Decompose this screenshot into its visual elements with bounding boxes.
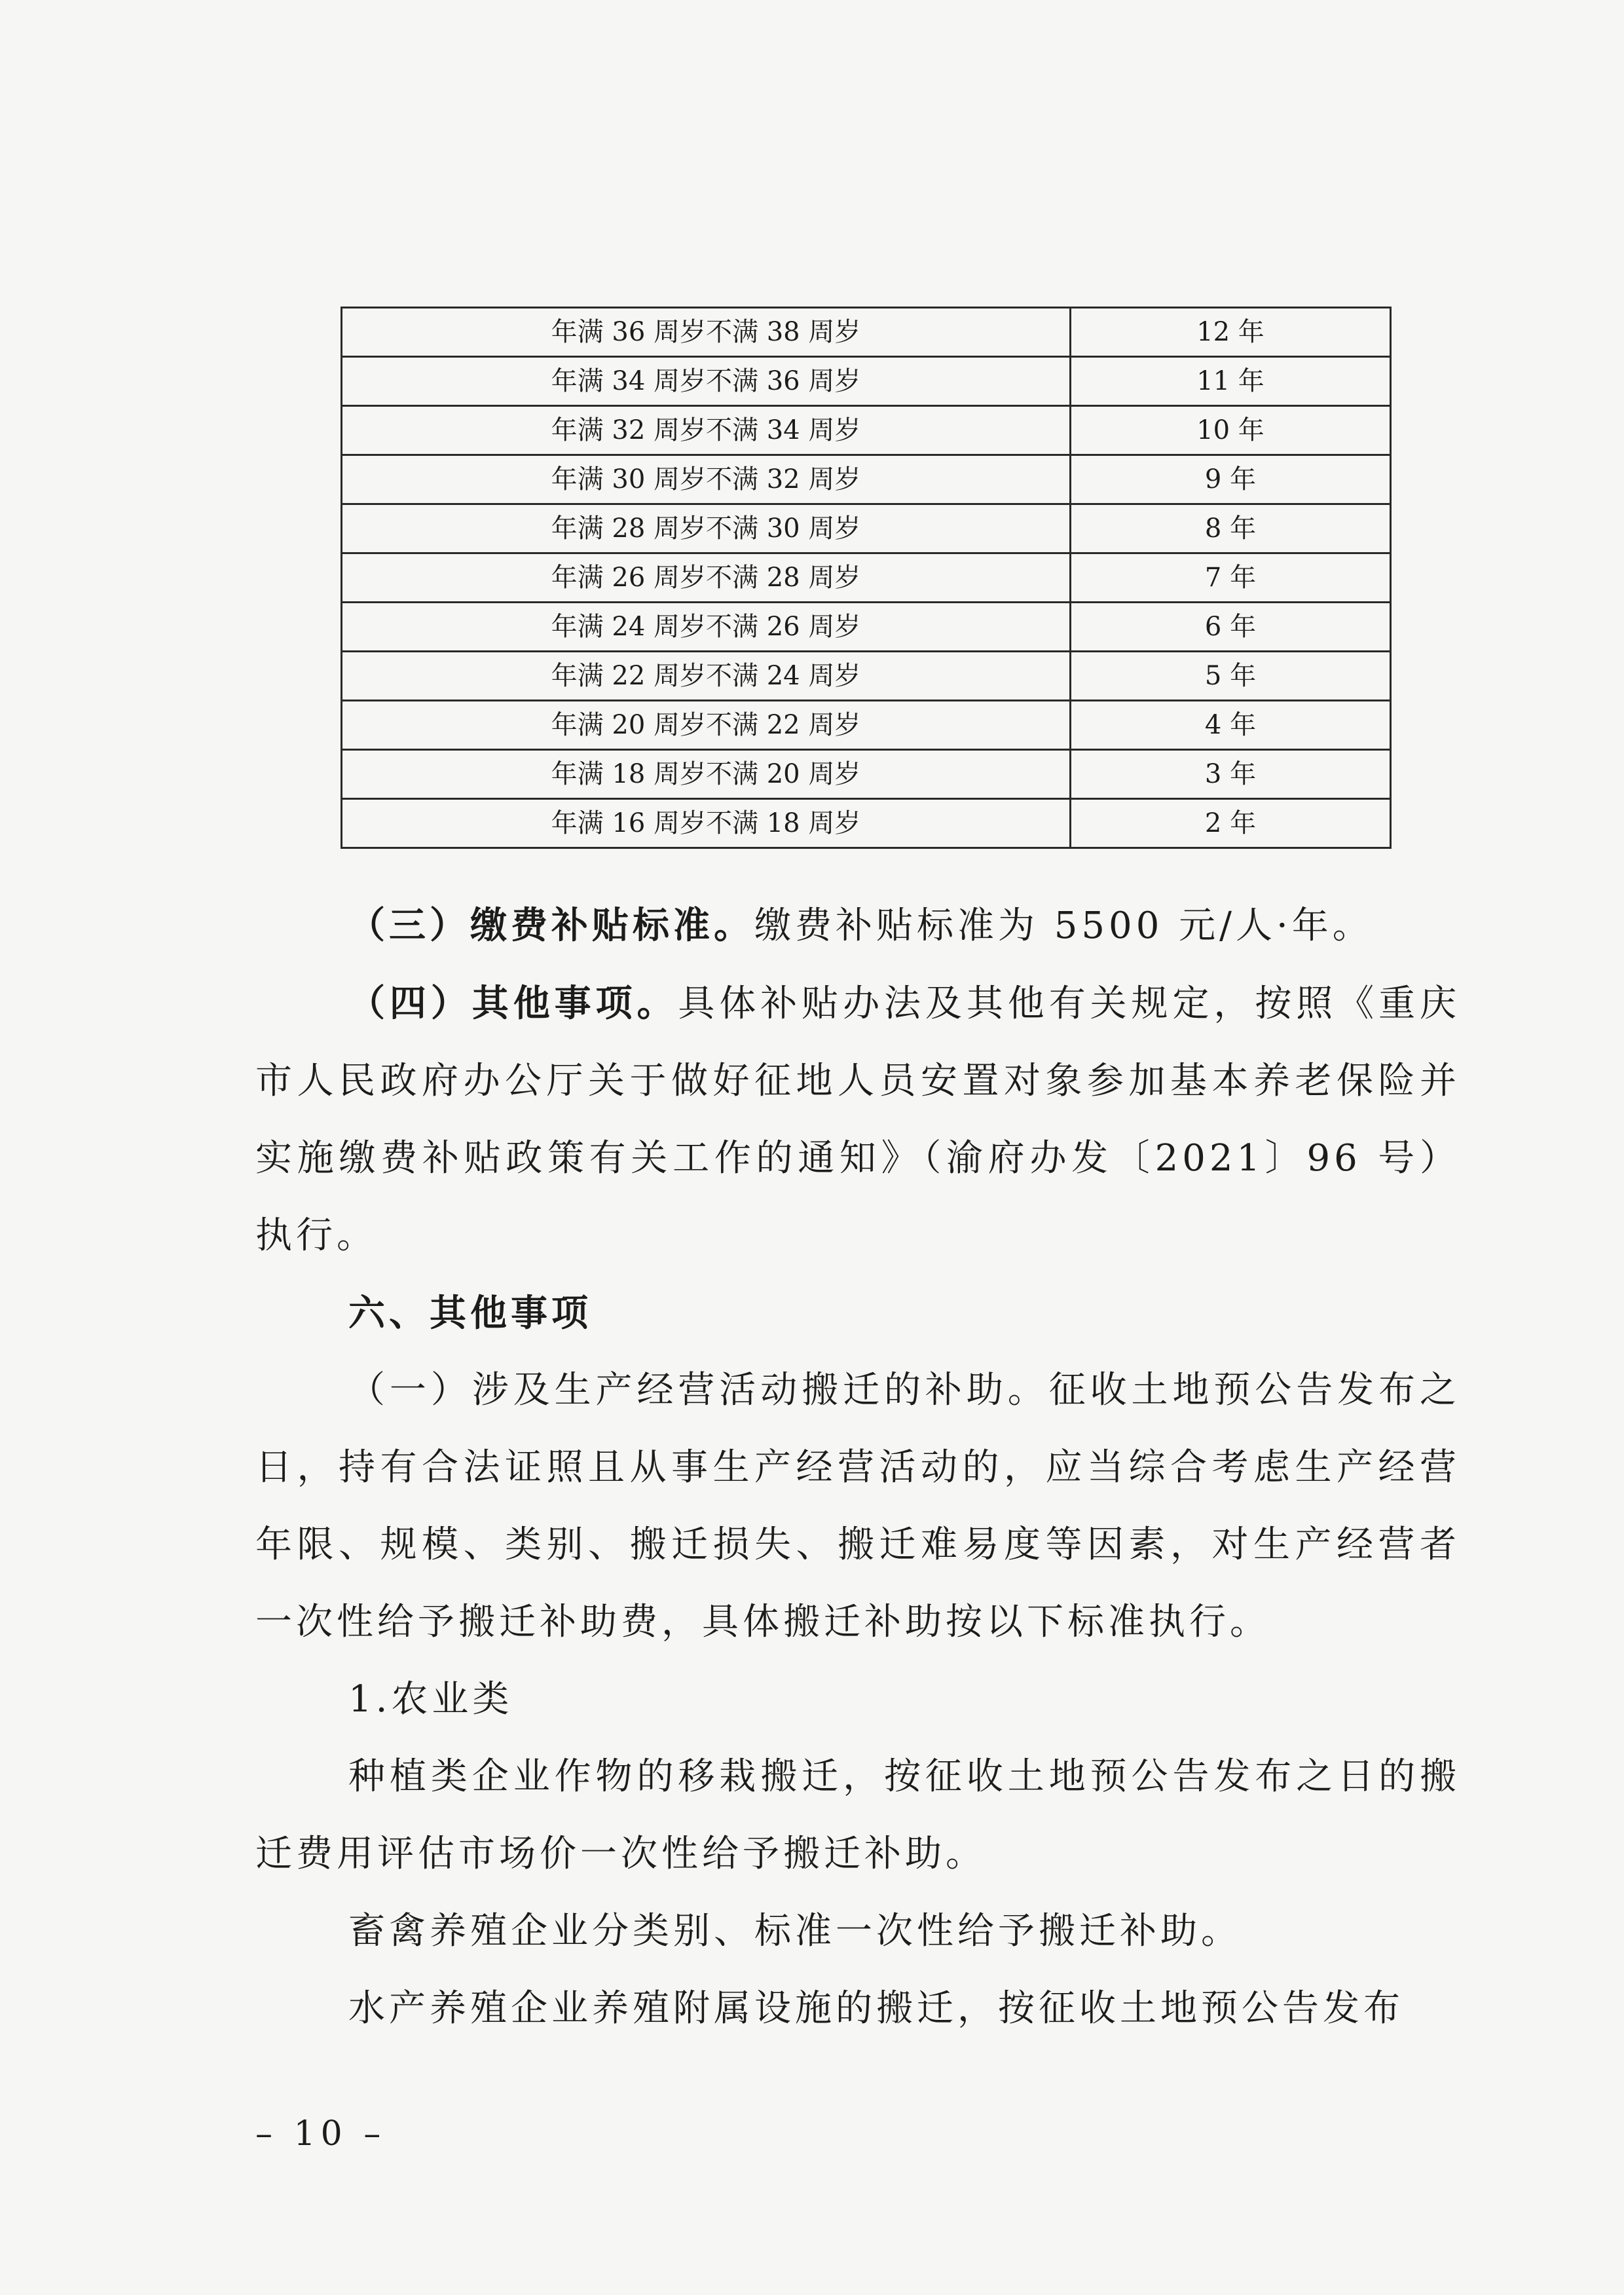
age-years-table-body — [342, 308, 1391, 848]
paragraph-livestock: 畜禽养殖企业分类别、标准一次性给予搬迁补助。 — [348, 1910, 1242, 1952]
table-row — [342, 750, 1391, 799]
age-range-cell: 年满 34 周岁不满 36 周岁 — [342, 357, 1071, 406]
paragraph-subsidy-standard — [255, 887, 1460, 965]
age-range-cell: 年满 24 周岁不满 26 周岁 — [342, 603, 1071, 652]
age-range-cell: 年满 36 周岁不满 38 周岁 — [342, 308, 1071, 357]
age-range-cell: 年满 30 周岁不满 32 周岁 — [342, 455, 1071, 504]
table-row — [342, 652, 1391, 701]
years-cell: 4 年 — [1071, 701, 1391, 750]
paragraph-relocation-subsidy: （一）涉及生产经营活动搬迁的补助。征收土地预公告发布之日，持有合法证照且从事生产经营活动的，应当综合考虑生产经营年限、规模、类别、搬迁损失、搬迁难易度等因素，对生产经营者一次性给予搬迁补助费，具体搬迁补助按以下标准执行。 — [255, 1369, 1460, 1643]
age-range-cell: 年满 28 周岁不满 30 周岁 — [342, 504, 1071, 553]
years-cell: 3 年 — [1071, 750, 1391, 799]
years-cell: 5 年 — [1071, 652, 1391, 701]
age-range-cell: 年满 32 周岁不满 34 周岁 — [342, 406, 1071, 455]
table-row — [342, 406, 1391, 455]
paragraph-subsidy-text: 缴费补贴标准为 5500 元/人·年。 — [754, 905, 1373, 947]
table-row — [342, 799, 1391, 848]
table-row — [342, 504, 1391, 553]
paragraph-aquaculture: 水产养殖企业养殖附属设施的搬迁，按征收土地预公告发布 — [348, 1987, 1404, 2030]
table-row — [342, 553, 1391, 603]
paragraph-planting: 种植类企业作物的移栽搬迁，按征收土地预公告发布之日的搬迁费用评估市场价一次性给予搬迁补助。 — [255, 1755, 1460, 1875]
age-range-cell: 年满 20 周岁不满 22 周岁 — [342, 701, 1071, 750]
subheading-agriculture: 1.农业类 — [348, 1678, 513, 1721]
years-cell: 11 年 — [1071, 357, 1391, 406]
table-row — [342, 455, 1391, 504]
years-cell: 6 年 — [1071, 603, 1391, 652]
paragraph-other-title: （四）其他事项。 — [348, 982, 678, 1025]
table-row — [342, 357, 1391, 406]
table-row — [342, 701, 1391, 750]
years-cell: 9 年 — [1071, 455, 1391, 504]
age-range-cell: 年满 16 周岁不满 18 周岁 — [342, 799, 1071, 848]
table-row — [342, 308, 1391, 357]
page-number: – 10 – — [255, 2114, 386, 2154]
years-cell: 12 年 — [1071, 308, 1391, 357]
years-cell: 10 年 — [1071, 406, 1391, 455]
body-text — [255, 887, 1460, 2047]
age-range-cell: 年满 22 周岁不满 24 周岁 — [342, 652, 1071, 701]
paragraph-subsidy-title: （三）缴费补贴标准。 — [348, 904, 754, 947]
table-row — [342, 603, 1391, 652]
paragraph-other-text: 具体补贴办法及其他有关规定，按照《重庆市人民政府办公厅关于做好征地人员安置对象参加基本养老保险并实施缴费补贴政策有关工作的通知》（渝府办发〔2021〕96 号）执行。 — [255, 982, 1461, 1257]
years-cell: 2 年 — [1071, 799, 1391, 848]
age-years-table-container — [341, 307, 1386, 849]
age-range-cell: 年满 26 周岁不满 28 周岁 — [342, 553, 1071, 603]
years-cell: 7 年 — [1071, 553, 1391, 603]
years-cell: 8 年 — [1071, 504, 1391, 553]
section-heading: 六、其他事项 — [348, 1292, 592, 1335]
age-years-table — [341, 307, 1392, 849]
age-range-cell: 年满 18 周岁不满 20 周岁 — [342, 750, 1071, 799]
paragraph-other-matters — [255, 965, 1460, 1275]
